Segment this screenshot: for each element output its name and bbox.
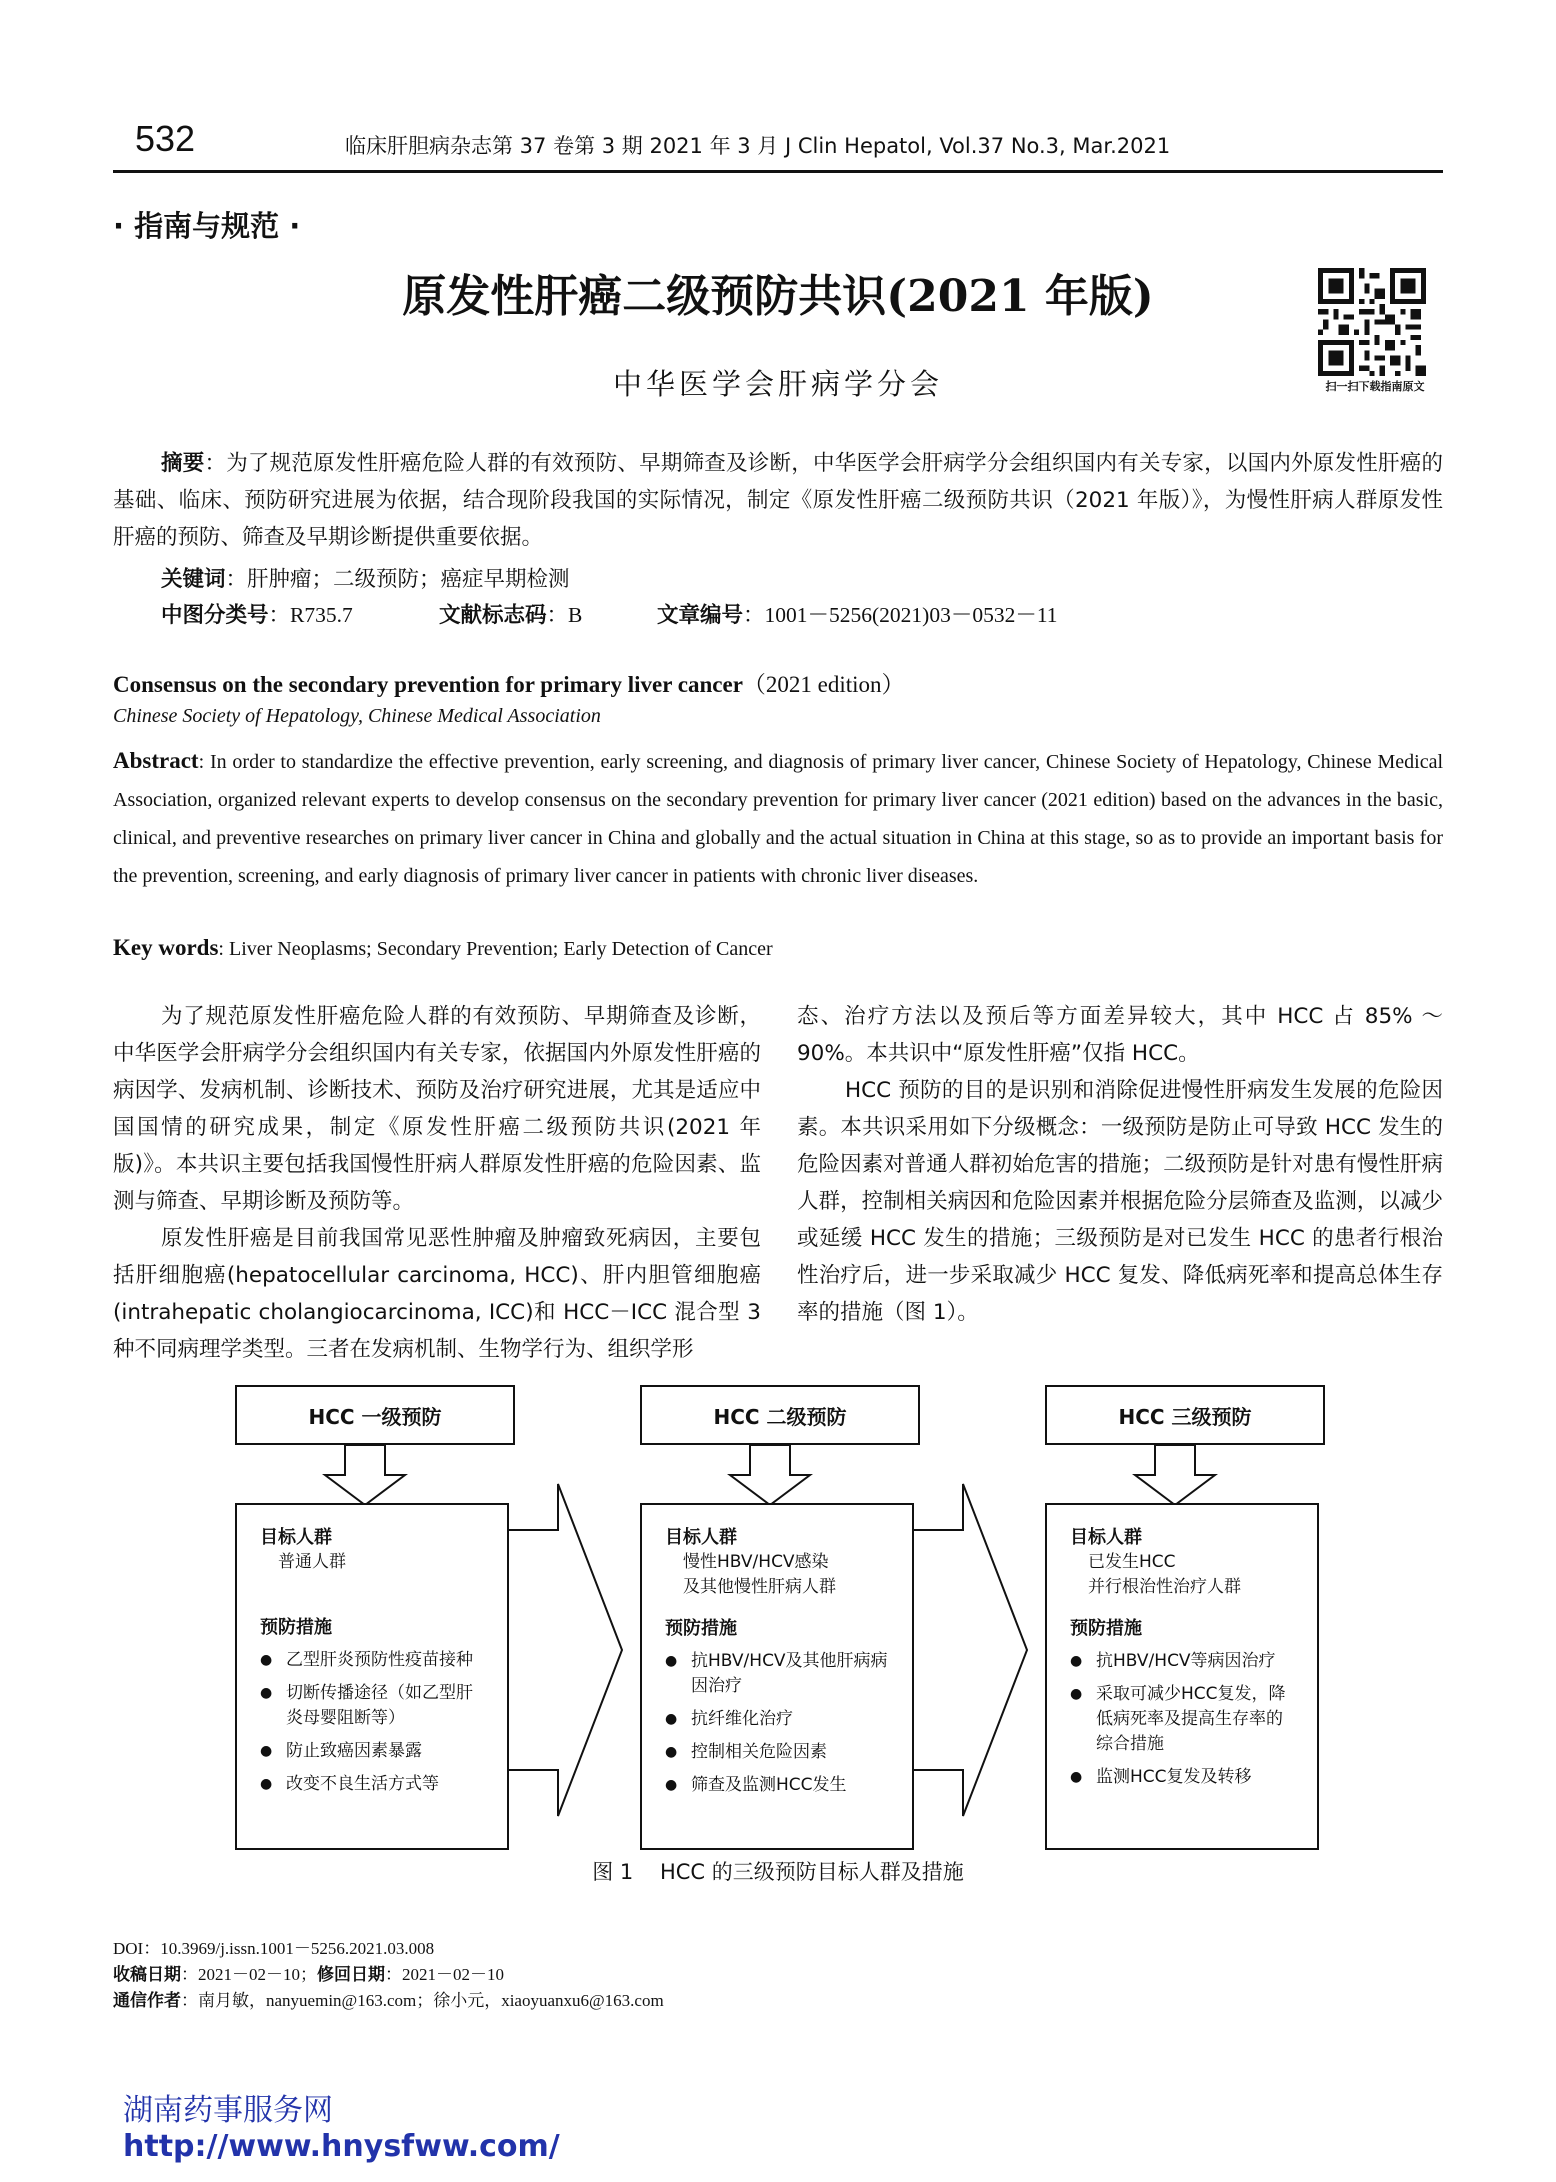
qr-caption: 扫一扫下载指南原文 xyxy=(1325,380,1425,393)
panel-secondary-body xyxy=(640,1503,914,1850)
english-keywords xyxy=(113,935,773,961)
revised-date-label: 修回日期 xyxy=(317,1965,385,1985)
abstract-cn-label: 摘要 xyxy=(161,451,205,476)
received-dates xyxy=(113,1962,664,1988)
measure-item: ● 切断传播途径（如乙型肝炎母婴阻断等） xyxy=(260,1681,486,1731)
footnotes xyxy=(113,1936,664,2014)
english-abstract-text: : In order to standardize the effective prevention, early screening, and diagnosis of primary liver cancer, Chinese Society of Hepatology, Chinese Medical Association, organized relevant experts to develop consensus on the secondary prevention for primary liver cancer (2021 edition) based on the advances in the basic, clinical, and preventive researches on primary liver cancer in China and globally and the actual situation in China at this stage, so as to provide an important basis for the prevention, screening, and early diagnosis of primary liver cancer in patients with chronic liver diseases. xyxy=(113,751,1443,887)
english-authors: Chinese Society of Hepatology, Chinese Medical Association xyxy=(113,705,601,727)
measure-item: ● 监测HCC复发及转移 xyxy=(1070,1765,1310,1790)
article-metadata xyxy=(161,598,1058,629)
measure-item: ● 抗纤维化治疗 xyxy=(665,1707,905,1732)
abstract-cn xyxy=(113,445,1443,556)
corresponding-text: ：南月敏，nanyuemin@163.com；徐小元，xiaoyuanxu6@163.com xyxy=(181,1991,664,2010)
measure-item: ● 抗HBV/HCV等病因治疗 xyxy=(1070,1649,1310,1674)
measure-item: ● 筛查及监测HCC发生 xyxy=(665,1773,905,1798)
target-population: 并行根治性治疗人群 xyxy=(1088,1577,1241,1597)
measure-item: ● 乙型肝炎预防性疫苗接种 xyxy=(260,1648,500,1673)
article-number-value: ：1001－5256(2021)03－0532－11 xyxy=(743,603,1058,627)
clc-label: 中图分类号 xyxy=(161,603,269,628)
target-label: 目标人群 xyxy=(260,1527,332,1548)
doc-code-value: ：B xyxy=(546,603,583,627)
corresponding-authors xyxy=(113,1988,664,2014)
panel-primary-body xyxy=(235,1503,509,1850)
received-date: ：2021－02－10； xyxy=(181,1965,317,1984)
measure-item: ● 防止致癌因素暴露 xyxy=(260,1739,500,1764)
measure-item: ● 采取可减少HCC复发，降低病死率及提高生存率的综合措施 xyxy=(1070,1682,1296,1757)
body-column-right xyxy=(797,998,1443,1331)
measure-label: 预防措施 xyxy=(260,1617,332,1638)
body-paragraph: 态、治疗方法以及预后等方面差异较大，其中 HCC 占 85% ～ 90%。本共识中“原发性肝癌”仅指 HCC。 xyxy=(797,1004,1443,1066)
doc-code-label: 文献标志码 xyxy=(439,603,547,628)
english-title xyxy=(113,666,905,699)
doi: DOI：10.3969/j.issn.1001－5256.2021.03.008 xyxy=(113,1939,435,1958)
body-paragraph: HCC 预防的目的是识别和消除促进慢性肝病发生发展的危险因素。本共识采用如下分级概念：一级预防是防止可导致 HCC 发生的危险因素对普通人群初始危害的措施；二级预防是针对患有慢性肝病人群，控制相关病因和危险因素并根据危险分层筛查及监测，以减少或延缓 HCC 发生的措施；三级预防是对已发生 HCC 的患者行根治性治疗后，进一步采取减少 HCC 复发、降低病死率和提高总体生存率的措施（图 1）。 xyxy=(797,1078,1443,1325)
figure-prevention-diagram xyxy=(230,1380,1325,1850)
measure-label: 预防措施 xyxy=(665,1618,737,1639)
measure-item: ● 控制相关危险因素 xyxy=(665,1740,905,1765)
watermark-site-name: 湖南药事服务网 xyxy=(123,2093,333,2128)
header-rule xyxy=(113,170,1443,173)
panel-secondary-header: HCC 二级预防 xyxy=(640,1385,920,1445)
target-population: 及其他慢性肝病人群 xyxy=(683,1577,836,1597)
panel-tertiary-header: HCC 三级预防 xyxy=(1045,1385,1325,1445)
journal-header: 临床肝胆病杂志第 37 卷第 3 期 2021 年 3 月 J Clin Hepatol, Vol.37 No.3, Mar.2021 xyxy=(345,134,1171,158)
english-abstract xyxy=(113,742,1443,895)
measure-item: ● 改变不良生活方式等 xyxy=(260,1772,500,1797)
watermark xyxy=(123,2085,560,2164)
revised-date: ：2021－02－10 xyxy=(385,1965,504,1984)
panel-tertiary-body xyxy=(1045,1503,1319,1850)
target-label: 目标人群 xyxy=(1070,1527,1142,1548)
clc-value: ：R735.7 xyxy=(268,603,353,627)
watermark-url-link[interactable]: http://www.hnysfww.com/ xyxy=(123,2129,560,2164)
english-title-main: Consensus on the secondary prevention for primary liver cancer xyxy=(113,672,743,697)
keywords-cn-text: ：肝肿瘤；二级预防；癌症早期检测 xyxy=(225,567,570,592)
body-paragraph: 原发性肝癌是目前我国常见恶性肿瘤及肿瘤致死病因，主要包括肝细胞癌(hepatocellular carcinoma, HCC)、肝内胆管细胞癌(intrahepatic cholangiocarcinoma, ICC)和 HCC－ICC 混合型 3 种不同病理学类型。三者在发病机制、生物学行为、组织学形 xyxy=(113,1226,761,1362)
english-abstract-label: Abstract xyxy=(113,748,199,773)
measure-item: ● 抗HBV/HCV及其他肝病病因治疗 xyxy=(665,1649,891,1699)
target-population: 已发生HCC xyxy=(1088,1552,1176,1572)
received-date-label: 收稿日期 xyxy=(113,1965,181,1985)
author-organization: 中华医学会肝病学分会 xyxy=(612,367,943,401)
english-keywords-label: Key words xyxy=(113,935,219,960)
target-label: 目标人群 xyxy=(665,1527,737,1548)
page-number: 532 xyxy=(135,118,196,159)
body-paragraph: 为了规范原发性肝癌危险人群的有效预防、早期筛查及诊断，中华医学会肝病学分会组织国内有关专家，依据国内外原发性肝癌的病因学、发病机制、诊断技术、预防及治疗研究进展，尤其是适应中国国情的研究成果，制定《原发性肝癌二级预防共识(2021 年版)》。本共识主要包括我国慢性肝病人群原发性肝癌的危险因素、监测与筛查、早期诊断及预防等。 xyxy=(113,1004,761,1214)
panel-primary-header: HCC 一级预防 xyxy=(235,1385,515,1445)
column-label: · 指南与规范 · xyxy=(113,209,301,243)
target-population: 慢性HBV/HCV感染 xyxy=(683,1552,829,1572)
english-keywords-text: : Liver Neoplasms; Secondary Prevention; Early Detection of Cancer xyxy=(218,938,773,960)
corresponding-label: 通信作者 xyxy=(113,1991,181,2011)
figure-caption: 图 1 HCC 的三级预防目标人群及措施 xyxy=(592,1860,964,1884)
keywords-cn-label: 关键词 xyxy=(161,567,226,592)
qr-code-icon[interactable] xyxy=(1318,268,1426,376)
keywords-cn xyxy=(161,562,570,593)
abstract-cn-text: ：为了规范原发性肝癌危险人群的有效预防、早期筛查及诊断，中华医学会肝病学分会组织国内有关专家，以国内外原发性肝癌的基础、临床、预防研究进展为依据，结合现阶段我国的实际情况，制定《原发性肝癌二级预防共识（2021 年版）》，为慢性肝病人群原发性肝癌的预防、筛查及早期诊断提供重要依据。 xyxy=(113,451,1443,550)
article-number-label: 文章编号 xyxy=(657,603,744,628)
measure-label: 预防措施 xyxy=(1070,1618,1142,1639)
target-population: 普通人群 xyxy=(278,1552,346,1572)
english-title-edition: （2021 edition） xyxy=(742,672,905,697)
article-title: 原发性肝癌二级预防共识(2021 年版) xyxy=(402,271,1154,322)
body-column-left xyxy=(113,998,761,1368)
